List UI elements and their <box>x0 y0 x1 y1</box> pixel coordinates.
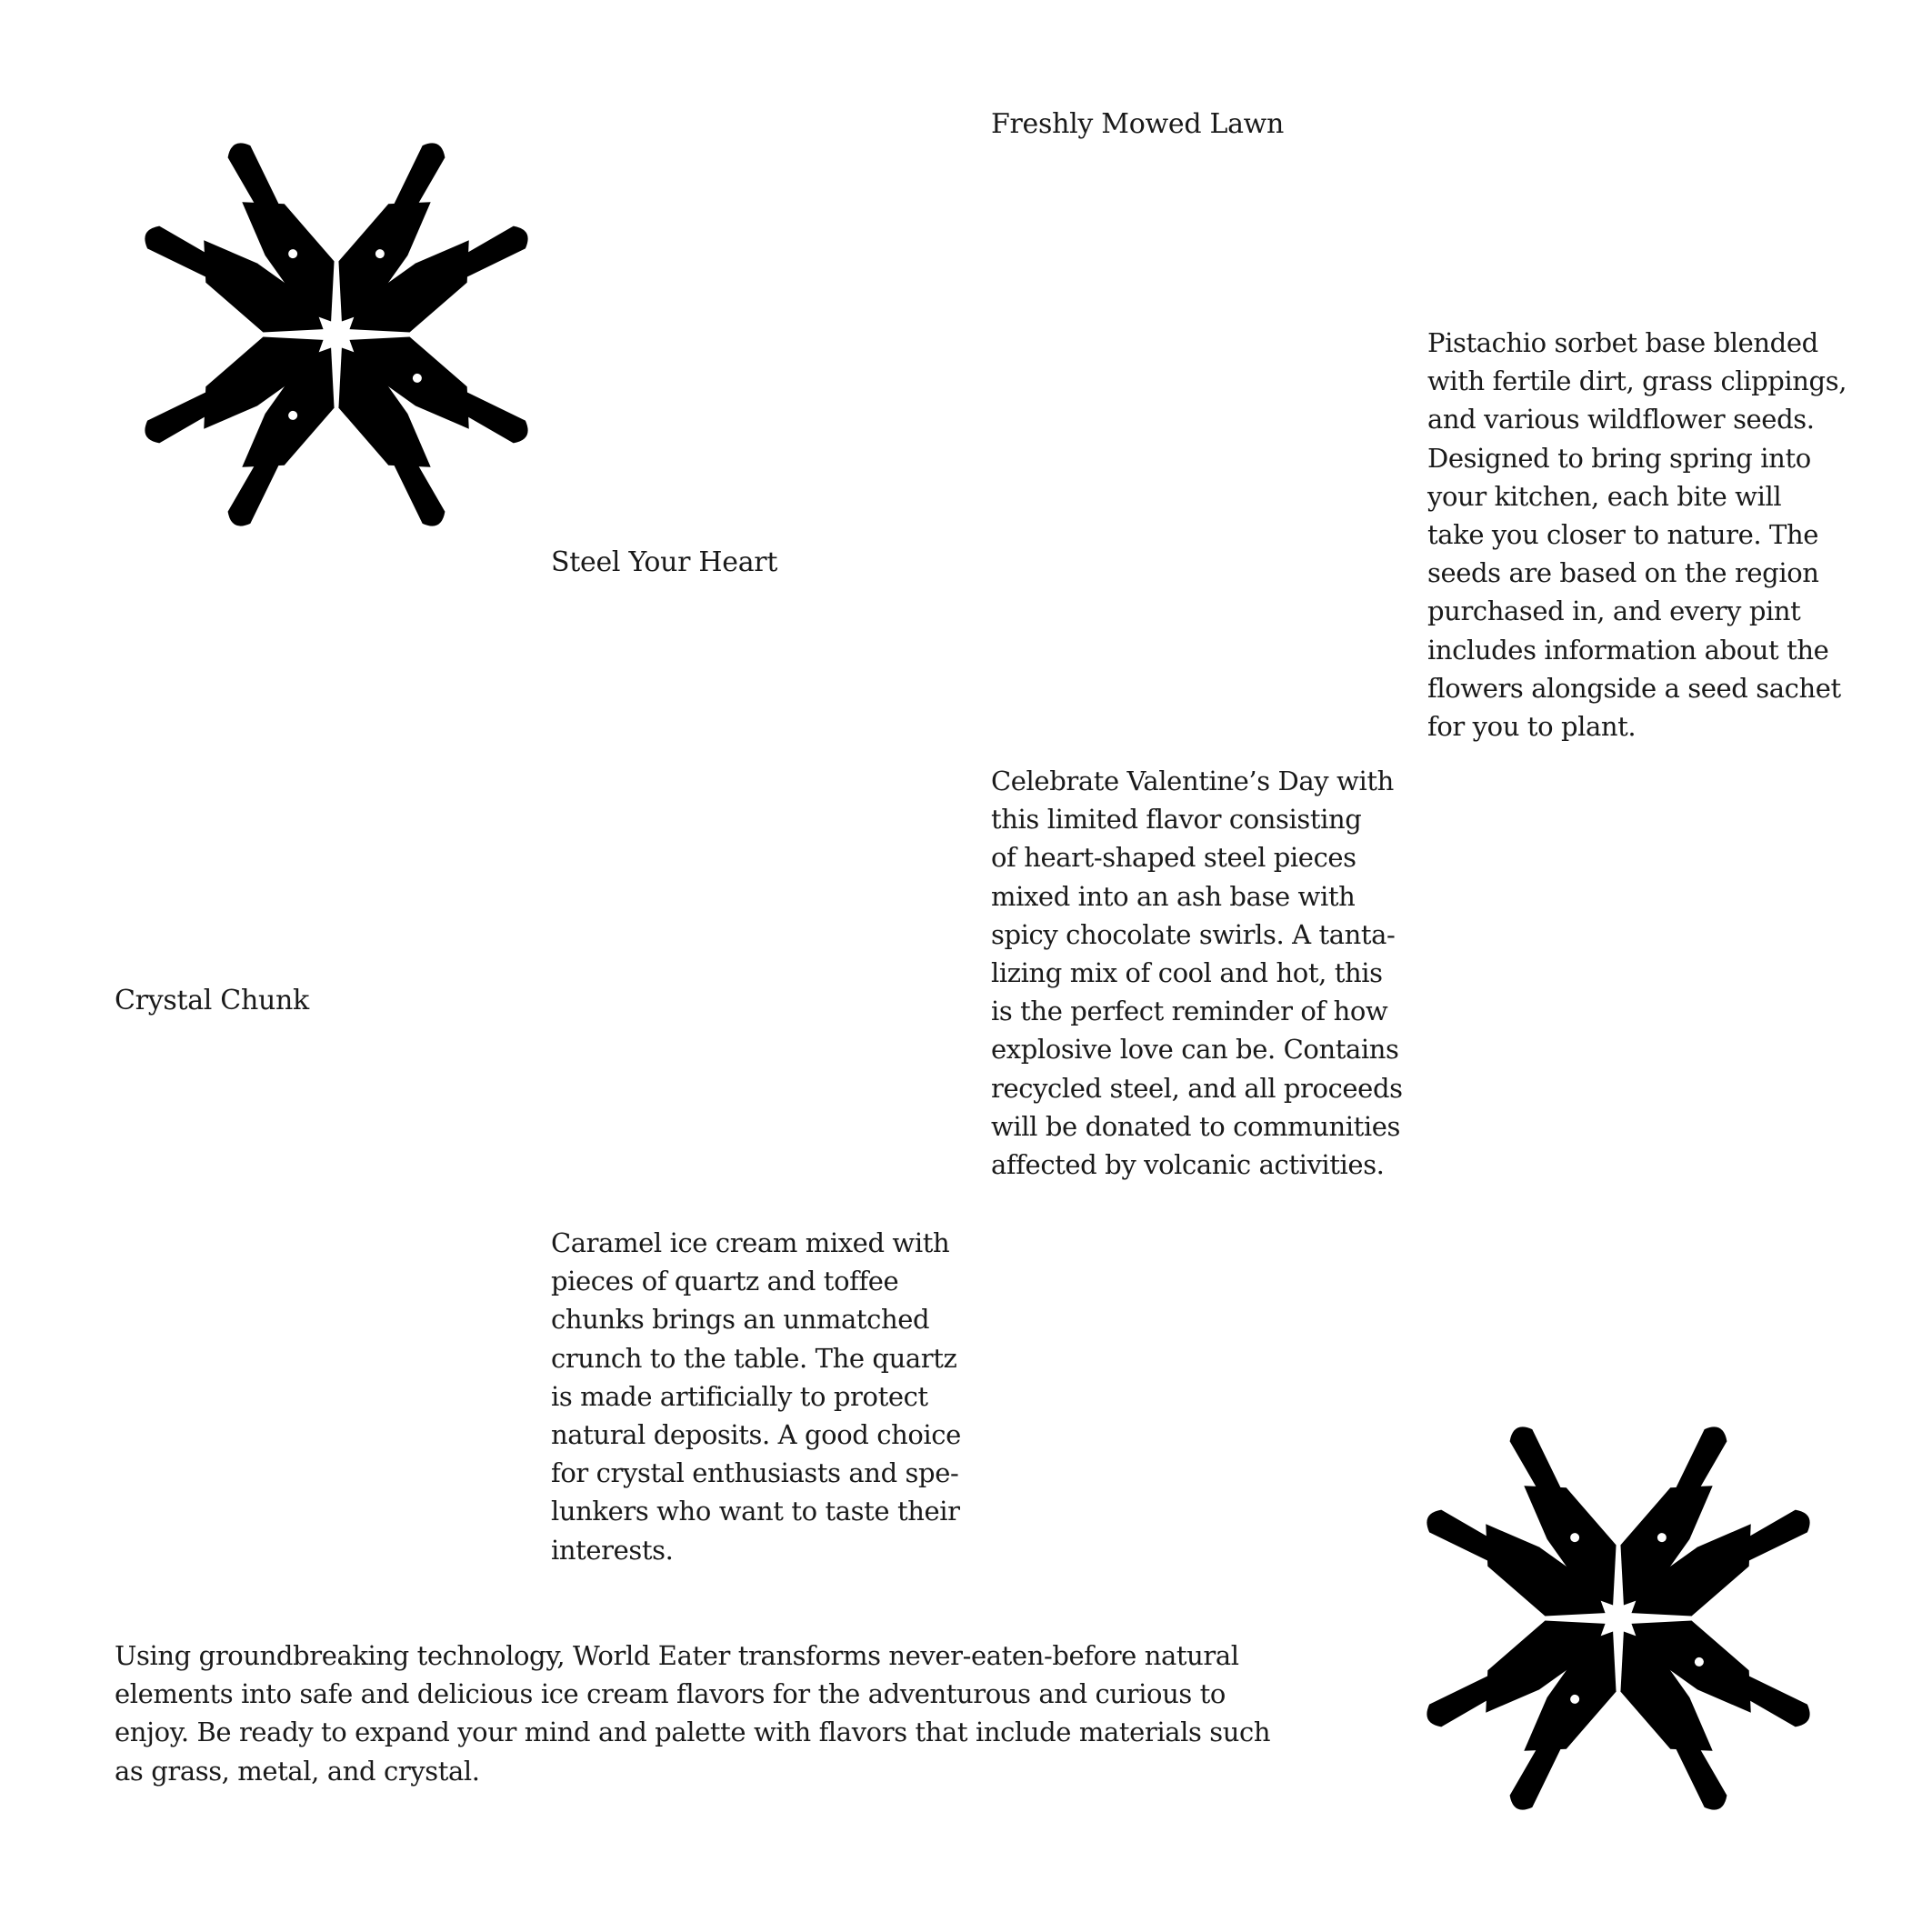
flavor-description-crystal <box>551 1224 961 1569</box>
description-line: interests. <box>551 1534 674 1566</box>
description-line: flowers alongside a seed sachet <box>1427 672 1841 704</box>
description-line: and various wildflower seeds. <box>1427 404 1815 435</box>
description-line: Pistachio sorbet base blended <box>1427 327 1818 358</box>
description-line: mixed into an ash base with <box>991 880 1356 912</box>
description-line: will be donated to communities <box>991 1110 1401 1142</box>
star-burst-icon <box>1391 1391 1846 1846</box>
description-line: affected by volcanic activities. <box>991 1149 1385 1181</box>
description-line: this limited flavor consisting <box>991 804 1362 836</box>
description-line: seeds are based on the region <box>1427 557 1819 589</box>
intro-paragraph <box>115 1637 1270 1790</box>
description-line: Caramel ice cream mixed with <box>551 1227 950 1258</box>
intro-line: elements into safe and delicious ice cream flavors for the adventurous and curious to <box>115 1678 1226 1710</box>
description-line: explosive love can be. Contains <box>991 1034 1399 1066</box>
description-line: is made artificially to protect <box>551 1380 928 1412</box>
description-line: natural deposits. A good choice <box>551 1419 961 1451</box>
description-line: includes information about the <box>1427 634 1829 666</box>
description-line: for crystal enthusiasts and spe- <box>551 1457 959 1489</box>
flavor-title-steel: Steel Your Heart <box>551 546 778 578</box>
flavor-description-steel <box>991 762 1403 1184</box>
description-line: chunks brings an unmatched <box>551 1304 930 1336</box>
description-line: of heart-shaped steel pieces <box>991 842 1356 874</box>
description-line: your kitchen, each bite will <box>1427 480 1782 512</box>
star-burst-icon <box>109 107 564 562</box>
description-line: crunch to the table. The quartz <box>551 1342 957 1374</box>
description-line: Designed to bring spring into <box>1427 442 1811 474</box>
flavor-title-crystal: Crystal Chunk <box>115 985 309 1016</box>
star-burst-icon-bottom-right <box>1391 1391 1846 1846</box>
description-line: with fertile dirt, grass clippings, <box>1427 365 1847 397</box>
intro-line: enjoy. Be ready to expand your mind and palette with flavors that include materials such <box>115 1717 1271 1748</box>
intro-line: Using groundbreaking technology, World Eater transforms never-eaten-before natural <box>115 1640 1239 1671</box>
description-line: purchased in, and every pint <box>1427 596 1801 627</box>
description-line: for you to plant. <box>1427 711 1637 743</box>
description-line: Celebrate Valentine’s Day with <box>991 766 1394 796</box>
description-line: lunkers who want to taste their <box>551 1496 960 1527</box>
description-line: take you closer to nature. The <box>1427 519 1819 551</box>
description-line: lizing mix of cool and hot, this <box>991 957 1383 989</box>
flavor-title-lawn: Freshly Mowed Lawn <box>991 108 1285 140</box>
description-line: is the perfect reminder of how <box>991 996 1388 1027</box>
description-line: pieces of quartz and toffee <box>551 1266 899 1297</box>
intro-line: as grass, metal, and crystal. <box>115 1755 480 1787</box>
description-line: recycled steel, and all proceeds <box>991 1072 1403 1104</box>
description-line: spicy chocolate swirls. A tanta- <box>991 918 1396 950</box>
star-burst-icon-top-left <box>109 107 564 562</box>
flavor-description-lawn <box>1427 324 1847 746</box>
